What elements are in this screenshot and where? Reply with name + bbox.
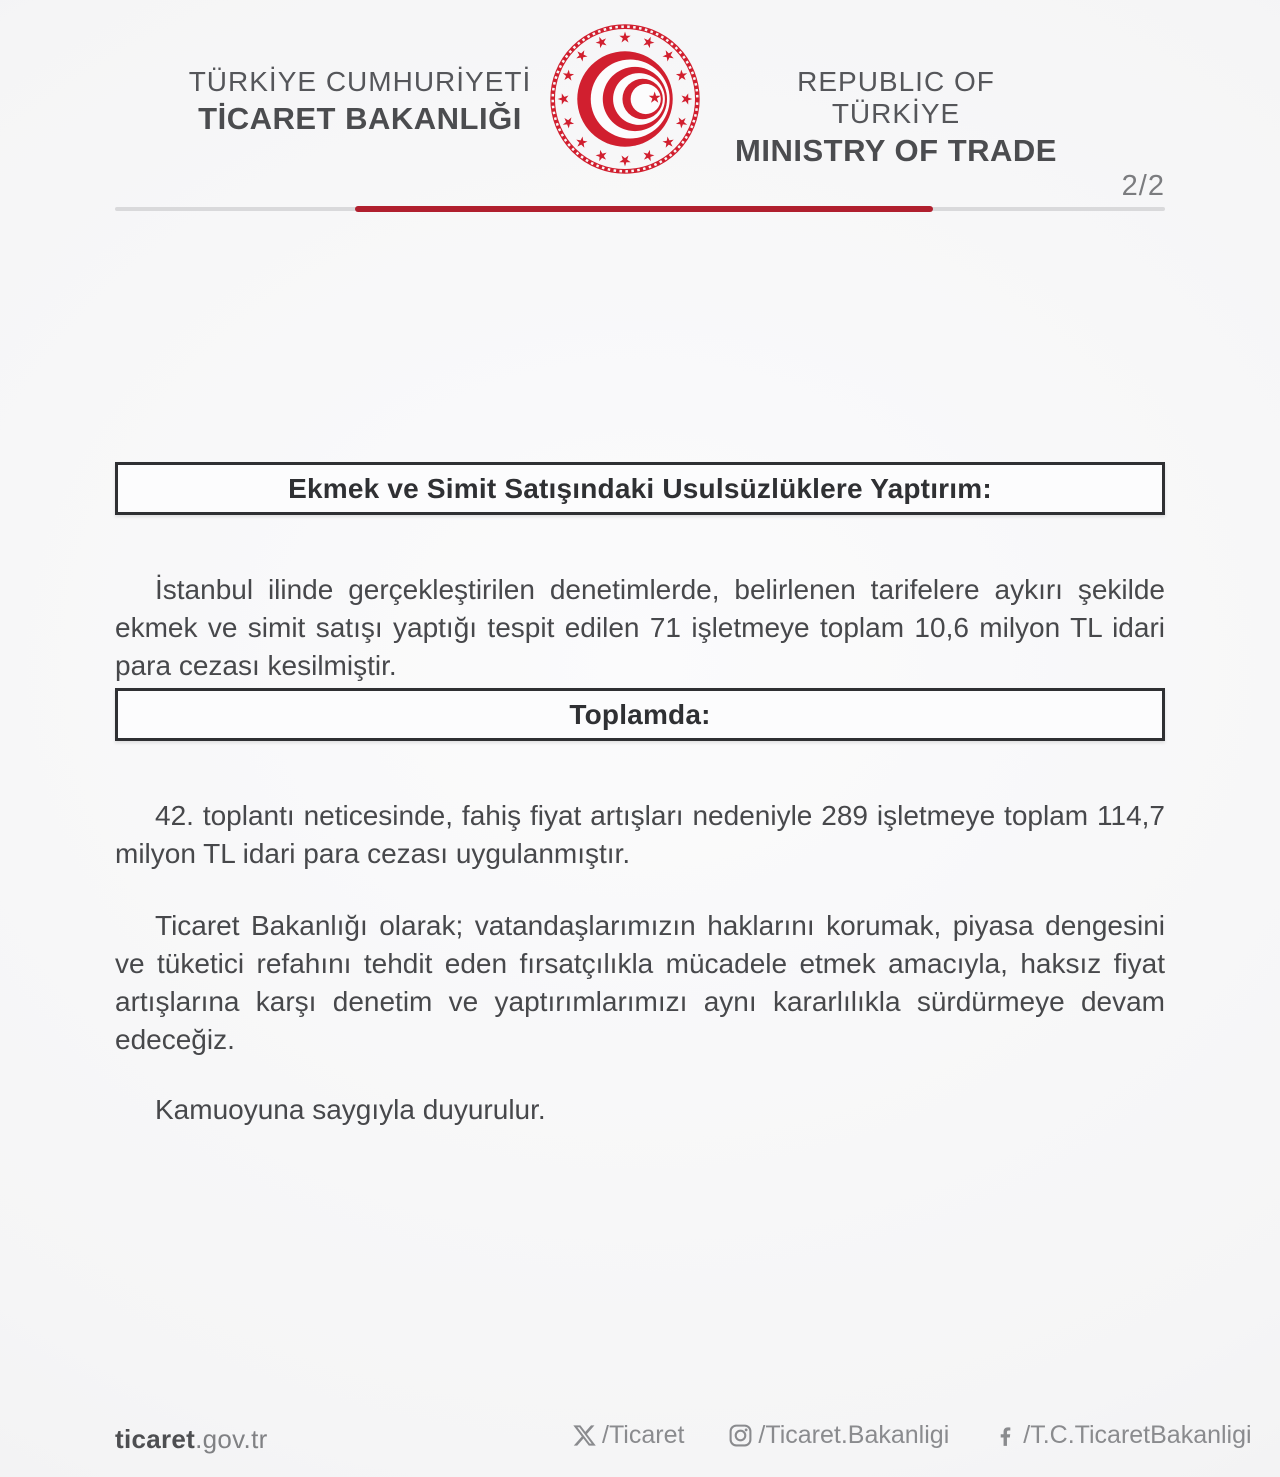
instagram-icon [728,1423,753,1448]
org-name-tr-line2: TİCARET BAKANLIĞI [198,101,522,136]
section-title: Ekmek ve Simit Satışındaki Usulsüzlüklere Yaptırım: [288,472,992,504]
website-link-bold: ticaret [115,1424,196,1454]
facebook-link[interactable] [993,1421,1251,1450]
section-title-box-total [115,688,1165,741]
instagram-handle: /Ticaret.Bakanligi [758,1421,950,1449]
header-divider [115,207,1165,211]
header-divider-red-segment [355,206,933,212]
section-title: Toplamda: [569,698,711,730]
x-twitter-link[interactable] [572,1421,684,1450]
paragraph-ministry-statement: Ticaret Bakanlığı olarak; vatandaşlarımızın haklarını korumak, piyasa dengesini ve tüketici refahını tehdit eden fırsatçılıkla mücadele etmek amacıyla, haksız fiyat artışlarına karşı denetim ve yaptırımlarımızı aynı kararlılıkla sürdürmeye devam edeceğiz. [115,910,1165,1055]
facebook-icon [993,1423,1018,1448]
website-link[interactable] [115,1424,268,1455]
social-links [572,1421,1252,1450]
facebook-handle: /T.C.TicaretBakanligi [1023,1421,1252,1449]
section-title-box-sanctions [115,462,1165,515]
page-number: 2/2 [1121,170,1165,202]
emblem-crescents [577,51,672,146]
x-handle: /Ticaret [602,1421,685,1449]
footer [0,1421,1280,1461]
x-twitter-icon [572,1423,597,1448]
website-link-rest: .gov.tr [195,1424,268,1454]
org-name-english [731,66,1061,169]
org-name-en-line2: MINISTRY OF TRADE [735,133,1057,168]
paragraph-total-fines: 42. toplantı neticesinde, fahiş fiyat artışları nedeniyle 289 işletmeye toplam 114,7 milyon TL idari para cezası uygulanmıştır. [115,800,1165,869]
org-name-turkish [158,66,562,137]
paragraph-closing: Kamuoyuna saygıyla duyurulur. [155,1094,546,1125]
paragraph-istanbul-inspections: İstanbul ilinde gerçekleştirilen denetimlerde, belirlenen tarifelere aykırı şekilde ekmek ve simit satışı yaptığı tespit edilen 71 işletmeye toplam 10,6 milyon TL idari para cezası kesilmiştir. [115,574,1165,681]
org-name-tr-line1: TÜRKİYE CUMHURİYETİ [188,66,532,97]
instagram-link[interactable] [728,1421,949,1450]
org-name-en-line1: REPUBLIC OF TÜRKİYE [797,66,995,129]
ministry-of-trade-emblem-icon [550,24,700,174]
